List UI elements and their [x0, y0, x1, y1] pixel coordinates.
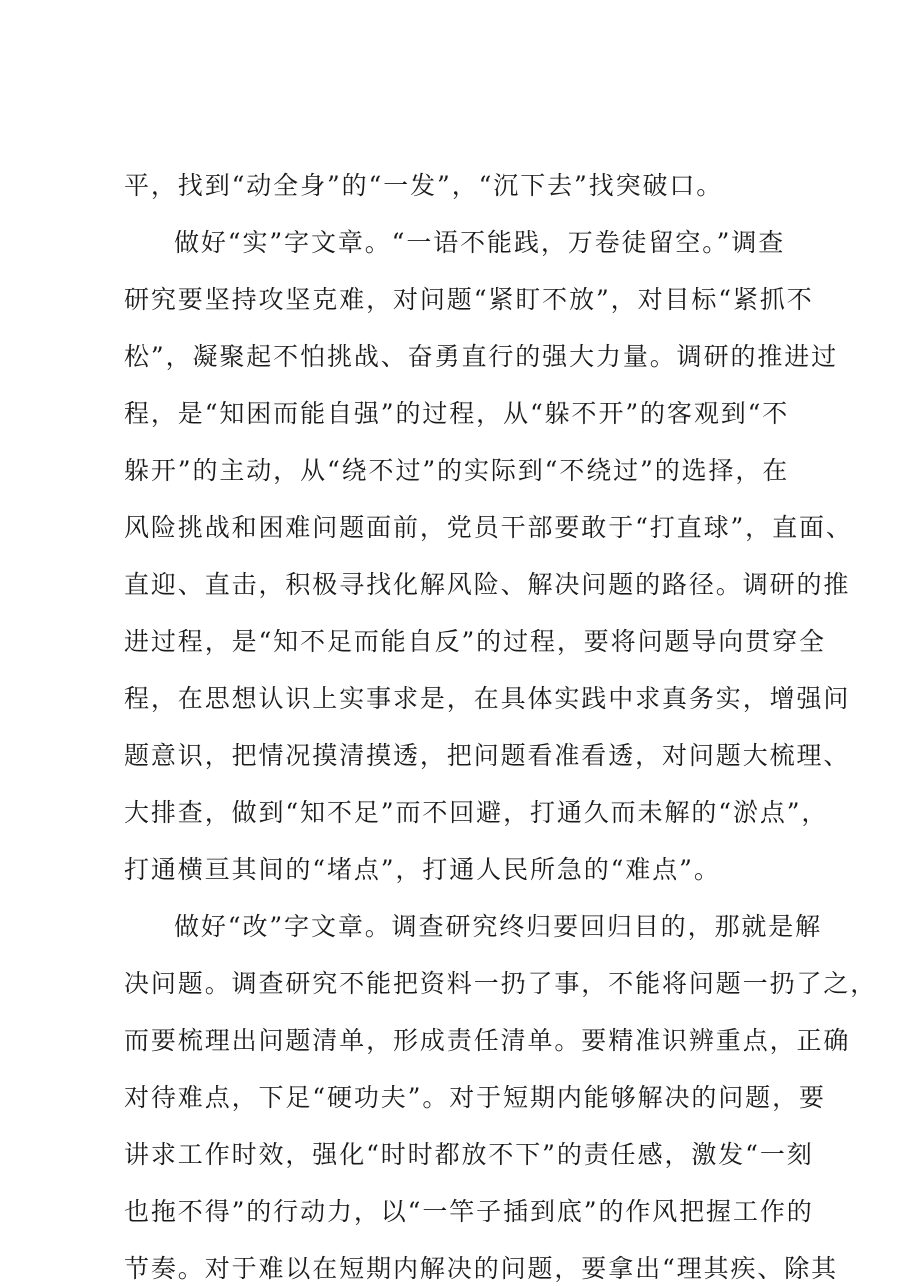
text-line: 研究要坚持攻坚克难，对问题“紧盯不放”，对目标“紧抓不	[124, 285, 814, 314]
text-line: 而要梳理出问题清单，形成责任清单。要精准识辨重点，正确	[124, 1026, 851, 1055]
text-line: 躲开”的主动，从“绕不过”的实际到“不绕过”的选择，在	[124, 456, 790, 485]
paragraph-first-line: 做好“实”字文章。“一语不能践，万卷徒留空。”调查	[174, 228, 786, 257]
text-line: 松”，凝聚起不怕挑战、奋勇直行的强大力量。调研的推进过	[124, 342, 839, 371]
text-line: 直迎、直击，积极寻找化解风险、解决问题的路径。调研的推	[124, 570, 851, 599]
text-line: 风险挑战和困难问题面前，党员干部要敢于“打直球”，直面、	[124, 513, 853, 542]
text-line: 平，找到“动全身”的“一发”，“沉下去”找突破口。	[124, 171, 724, 200]
text-line: 打通横亘其间的“堵点”，打通人民所急的“难点”。	[124, 855, 721, 884]
text-line: 程，是“知困而能自强”的过程，从“躲不开”的客观到“不	[124, 399, 790, 428]
text-line: 也拖不得”的行动力，以“一竿子插到底”的作风把握工作的	[124, 1197, 814, 1226]
text-line: 程，在思想认识上实事求是，在具体实践中求真务实，增强问	[124, 684, 851, 713]
text-line: 大排查，做到“知不足”而不回避，打通久而未解的“淤点”，	[124, 798, 829, 827]
text-line: 讲求工作时效，强化“时时都放不下”的责任感，激发“一刻	[124, 1140, 814, 1169]
text-line: 节奏。对于难以在短期内解决的问题，要拿出“理其疾、除其	[124, 1254, 839, 1283]
text-line: 进过程，是“知不足而能自反”的过程，要将问题导向贯穿全	[124, 627, 826, 656]
paragraph-first-line: 做好“改”字文章。调查研究终归要回归目的，那就是解	[174, 912, 823, 941]
text-line: 题意识，把情况摸清摸透，把问题看准看透，对问题大梳理、	[124, 741, 851, 770]
text-line: 对待难点，下足“硬功夫”。对于短期内能够解决的问题，要	[124, 1083, 826, 1112]
text-line: 决问题。调查研究不能把资料一扔了事，不能将问题一扔了之，	[124, 969, 878, 998]
